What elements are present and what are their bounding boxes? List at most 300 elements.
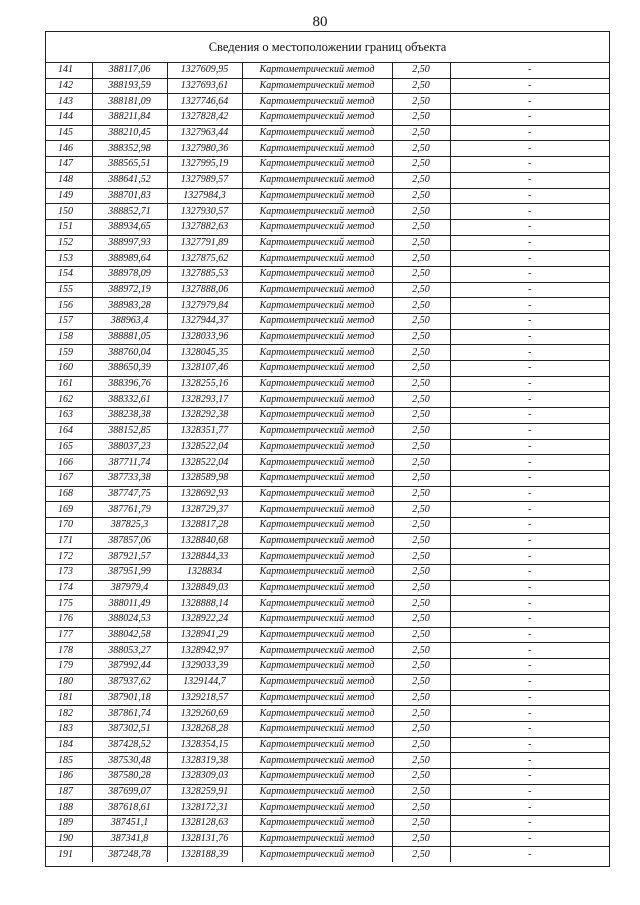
note-cell: -: [450, 768, 609, 784]
point-number-cell: 145: [46, 125, 92, 141]
y-coordinate-cell: 1328033,96: [167, 329, 242, 345]
accuracy-cell: 2,50: [392, 502, 450, 518]
x-coordinate-cell: 388211,84: [92, 110, 167, 126]
coordinates-table: [46, 63, 609, 862]
y-coordinate-cell: 1328259,91: [167, 784, 242, 800]
point-number-cell: 187: [46, 784, 92, 800]
y-coordinate-cell: 1328351,77: [167, 423, 242, 439]
method-cell: Картометрический метод: [242, 219, 392, 235]
x-coordinate-cell: 387937,62: [92, 674, 167, 690]
point-number-cell: 189: [46, 816, 92, 832]
note-cell: -: [450, 314, 609, 330]
table-row: [46, 831, 609, 847]
note-cell: -: [450, 110, 609, 126]
point-number-cell: 184: [46, 737, 92, 753]
method-cell: Картометрический метод: [242, 392, 392, 408]
table-row: [46, 376, 609, 392]
x-coordinate-cell: 388983,28: [92, 298, 167, 314]
table-row: [46, 282, 609, 298]
point-number-cell: 146: [46, 141, 92, 157]
table-row: [46, 157, 609, 173]
accuracy-cell: 2,50: [392, 266, 450, 282]
y-coordinate-cell: 1327791,89: [167, 235, 242, 251]
note-cell: -: [450, 219, 609, 235]
note-cell: -: [450, 831, 609, 847]
method-cell: Картометрический метод: [242, 549, 392, 565]
x-coordinate-cell: 387733,38: [92, 470, 167, 486]
accuracy-cell: 2,50: [392, 329, 450, 345]
note-cell: -: [450, 94, 609, 110]
point-number-cell: 168: [46, 486, 92, 502]
x-coordinate-cell: 387921,57: [92, 549, 167, 565]
x-coordinate-cell: 388238,38: [92, 408, 167, 424]
method-cell: Картометрический метод: [242, 408, 392, 424]
y-coordinate-cell: 1328849,03: [167, 580, 242, 596]
point-number-cell: 191: [58, 848, 73, 860]
table-row: [46, 502, 609, 518]
table-row: [46, 204, 609, 220]
point-number-cell: 172: [46, 549, 92, 565]
point-number-cell: 164: [46, 423, 92, 439]
boundary-coordinates-table-frame: [45, 31, 610, 867]
x-coordinate-cell: 388193,59: [92, 78, 167, 94]
accuracy-cell: 2,50: [392, 674, 450, 690]
note-cell: -: [450, 659, 609, 675]
note-cell: -: [450, 345, 609, 361]
accuracy-cell: 2,50: [392, 721, 450, 737]
point-number-cell: 166: [46, 455, 92, 471]
y-coordinate-cell: 1328522,04: [167, 455, 242, 471]
y-coordinate-cell: 1327693,61: [167, 78, 242, 94]
table-row: [46, 298, 609, 314]
table-row: [46, 690, 609, 706]
point-number-cell: 176: [46, 612, 92, 628]
method-cell: Картометрический метод: [242, 110, 392, 126]
method-cell: Картометрический метод: [242, 612, 392, 628]
point-number-cell: 148: [46, 172, 92, 188]
table-row: [46, 314, 609, 330]
point-number-cell: 151: [46, 219, 92, 235]
y-coordinate-cell: 1328840,68: [167, 533, 242, 549]
x-coordinate-cell: 388181,09: [92, 94, 167, 110]
method-cell: Картометрический метод: [242, 643, 392, 659]
note-cell: -: [450, 674, 609, 690]
point-number-cell: 147: [46, 157, 92, 173]
note-cell: -: [450, 565, 609, 581]
y-coordinate-cell: 1327995,19: [167, 157, 242, 173]
y-coordinate-cell: 1329218,57: [167, 690, 242, 706]
x-coordinate-cell: 388972,19: [92, 282, 167, 298]
table-row: [46, 565, 609, 581]
accuracy-cell: 2,50: [392, 470, 450, 486]
method-cell: Картометрический метод: [242, 659, 392, 675]
note-cell: -: [450, 533, 609, 549]
accuracy-cell: 2,50: [392, 204, 450, 220]
table-row: [46, 847, 609, 862]
y-coordinate-cell: 1327979,84: [167, 298, 242, 314]
y-coordinate-cell: 1329260,69: [167, 706, 242, 722]
point-number-cell: 183: [46, 721, 92, 737]
table-row: [46, 800, 609, 816]
accuracy-cell: 2,50: [392, 816, 450, 832]
y-coordinate-cell: 1328844,33: [167, 549, 242, 565]
table-row: [46, 361, 609, 377]
method-cell: Картометрический метод: [242, 800, 392, 816]
note-cell: -: [450, 235, 609, 251]
method-cell: Картометрический метод: [242, 565, 392, 581]
table-row: [46, 674, 609, 690]
x-coordinate-cell: 388701,83: [92, 188, 167, 204]
table-row: [46, 737, 609, 753]
table-row: [46, 580, 609, 596]
point-number-cell: 181: [46, 690, 92, 706]
point-number-cell: 185: [46, 753, 92, 769]
accuracy-cell: 2,50: [392, 517, 450, 533]
accuracy-cell: 2,50: [392, 78, 450, 94]
y-coordinate-cell: 1328692,93: [167, 486, 242, 502]
accuracy-cell: 2,50: [392, 439, 450, 455]
method-cell: Картометрический метод: [242, 172, 392, 188]
point-number-cell: 153: [46, 251, 92, 267]
coordinates-table-body: [46, 63, 609, 862]
x-coordinate-cell: 388210,45: [92, 125, 167, 141]
x-coordinate-cell: 388042,58: [92, 627, 167, 643]
note-cell: -: [450, 141, 609, 157]
point-number-cell: 152: [46, 235, 92, 251]
table-row: [46, 627, 609, 643]
accuracy-cell: 2,50: [392, 737, 450, 753]
x-coordinate-cell: 388565,51: [92, 157, 167, 173]
x-coordinate-cell: 388053,27: [92, 643, 167, 659]
table-row: [46, 188, 609, 204]
method-cell: Картометрический метод: [242, 251, 392, 267]
table-row: [46, 94, 609, 110]
point-number-cell: 178: [46, 643, 92, 659]
x-coordinate-cell: 387857,06: [92, 533, 167, 549]
y-coordinate-cell: 1328942,97: [167, 643, 242, 659]
method-cell: Картометрический метод: [242, 596, 392, 612]
note-cell: -: [450, 439, 609, 455]
x-coordinate-cell: 387979,4: [92, 580, 167, 596]
y-coordinate-cell: 1328131,76: [167, 831, 242, 847]
point-number-cell: 160: [46, 361, 92, 377]
x-coordinate-cell: 388934,65: [92, 219, 167, 235]
note-cell: -: [450, 706, 609, 722]
accuracy-cell: 2,50: [392, 706, 450, 722]
accuracy-cell: 2,50: [392, 282, 450, 298]
method-cell: Картометрический метод: [242, 517, 392, 533]
x-coordinate-cell: 388117,06: [92, 63, 167, 78]
x-coordinate-cell: 387618,61: [92, 800, 167, 816]
x-coordinate-cell: 387451,1: [92, 816, 167, 832]
x-coordinate-cell: 388997,93: [92, 235, 167, 251]
y-coordinate-cell: 1327888,06: [167, 282, 242, 298]
method-cell: Картометрический метод: [242, 376, 392, 392]
note-cell: -: [450, 298, 609, 314]
y-coordinate-cell: 1328834: [167, 565, 242, 581]
note-cell: -: [450, 643, 609, 659]
table-row: [46, 768, 609, 784]
accuracy-cell: 2,50: [392, 753, 450, 769]
method-cell: Картометрический метод: [242, 768, 392, 784]
table-row: [46, 549, 609, 565]
y-coordinate-cell: 1328045,35: [167, 345, 242, 361]
x-coordinate-cell: 387992,44: [92, 659, 167, 675]
table-row: [46, 141, 609, 157]
point-number-cell: 142: [46, 78, 92, 94]
accuracy-cell: 2,50: [392, 423, 450, 439]
note-cell: -: [450, 125, 609, 141]
accuracy-cell: 2,50: [392, 831, 450, 847]
method-cell: Картометрический метод: [242, 188, 392, 204]
method-cell: Картометрический метод: [242, 816, 392, 832]
y-coordinate-cell: 1328817,28: [167, 517, 242, 533]
method-cell: Картометрический метод: [242, 423, 392, 439]
note-cell: -: [450, 737, 609, 753]
table-row: [46, 235, 609, 251]
x-coordinate-cell: 388352,98: [92, 141, 167, 157]
note-cell: -: [450, 470, 609, 486]
table-row: [46, 439, 609, 455]
table-row: [46, 266, 609, 282]
point-number-cell: 159: [46, 345, 92, 361]
x-coordinate-cell: 387699,07: [92, 784, 167, 800]
y-coordinate-cell: 1327989,57: [167, 172, 242, 188]
accuracy-cell: 2,50: [392, 768, 450, 784]
method-cell: Картометрический метод: [242, 235, 392, 251]
x-coordinate-cell: 388037,23: [92, 439, 167, 455]
y-coordinate-cell: 1327984,3: [167, 188, 242, 204]
method-cell: Картометрический метод: [242, 455, 392, 471]
table-row: [46, 533, 609, 549]
table-row: [46, 455, 609, 471]
x-coordinate-cell: 387530,48: [92, 753, 167, 769]
point-number-cell: 177: [46, 627, 92, 643]
note-cell: -: [450, 596, 609, 612]
y-coordinate-cell: 1328293,17: [167, 392, 242, 408]
method-cell: Картометрический метод: [242, 502, 392, 518]
point-number-cell: 179: [46, 659, 92, 675]
method-cell: Картометрический метод: [242, 361, 392, 377]
point-number-cell: 165: [46, 439, 92, 455]
y-coordinate-cell: 1328107,46: [167, 361, 242, 377]
point-number-cell: 156: [46, 298, 92, 314]
table-title: Сведения о местоположении границ объекта: [46, 32, 609, 63]
x-coordinate-cell: 388152,85: [92, 423, 167, 439]
y-coordinate-cell: 1328268,28: [167, 721, 242, 737]
method-cell: Картометрический метод: [242, 63, 392, 78]
accuracy-cell: 2,50: [392, 455, 450, 471]
accuracy-cell: 2,50: [392, 345, 450, 361]
table-row: [46, 345, 609, 361]
note-cell: -: [450, 376, 609, 392]
point-number-cell: 155: [46, 282, 92, 298]
note-cell: -: [450, 204, 609, 220]
note-cell: -: [450, 486, 609, 502]
table-row: [46, 816, 609, 832]
x-coordinate-cell: 388396,76: [92, 376, 167, 392]
y-coordinate-cell: 1327930,57: [167, 204, 242, 220]
point-number-cell: 170: [46, 517, 92, 533]
accuracy-cell: 2,50: [392, 63, 450, 78]
point-number-cell: 154: [46, 266, 92, 282]
method-cell: Картометрический метод: [242, 266, 392, 282]
table-row: [46, 612, 609, 628]
y-coordinate-cell: 1327980,36: [167, 141, 242, 157]
table-row: [46, 408, 609, 424]
method-cell: Картометрический метод: [242, 298, 392, 314]
accuracy-cell: 2,50: [392, 533, 450, 549]
method-cell: Картометрический метод: [242, 737, 392, 753]
table-row: [46, 251, 609, 267]
note-cell: -: [450, 251, 609, 267]
x-coordinate-cell: 387825,3: [92, 517, 167, 533]
point-number-cell: 188: [46, 800, 92, 816]
method-cell: Картометрический метод: [242, 580, 392, 596]
y-coordinate-cell: 1328589,98: [167, 470, 242, 486]
accuracy-cell: 2,50: [392, 627, 450, 643]
accuracy-cell: 2,50: [392, 376, 450, 392]
point-number-cell: 182: [46, 706, 92, 722]
accuracy-cell: 2,50: [392, 141, 450, 157]
method-cell: Картометрический метод: [242, 94, 392, 110]
method-cell: Картометрический метод: [242, 470, 392, 486]
y-coordinate-cell: 1327944,37: [167, 314, 242, 330]
x-coordinate-cell: 388332,61: [92, 392, 167, 408]
x-coordinate-cell: 387951,99: [92, 565, 167, 581]
method-cell: Картометрический метод: [242, 141, 392, 157]
method-cell: Картометрический метод: [242, 125, 392, 141]
x-coordinate-cell: 387711,74: [92, 455, 167, 471]
note-cell: -: [450, 172, 609, 188]
point-number-cell: 175: [46, 596, 92, 612]
accuracy-cell: 2,50: [392, 110, 450, 126]
table-row: [46, 125, 609, 141]
note-cell: -: [450, 753, 609, 769]
note-cell: -: [450, 455, 609, 471]
accuracy-cell: 2,50: [392, 94, 450, 110]
accuracy-cell: 2,50: [392, 298, 450, 314]
note-cell: -: [450, 580, 609, 596]
note-cell: -: [450, 423, 609, 439]
y-coordinate-cell: 1328941,29: [167, 627, 242, 643]
table-row: [46, 517, 609, 533]
note-cell: -: [450, 800, 609, 816]
y-coordinate-cell: 1327882,63: [167, 219, 242, 235]
accuracy-cell: 2,50: [392, 188, 450, 204]
y-coordinate-cell: 1328309,03: [167, 768, 242, 784]
y-coordinate-cell: 1327609,95: [167, 63, 242, 78]
x-coordinate-cell: 388989,64: [92, 251, 167, 267]
method-cell: Картометрический метод: [242, 282, 392, 298]
method-cell: Картометрический метод: [242, 831, 392, 847]
x-coordinate-cell: 387302,51: [92, 721, 167, 737]
x-coordinate-cell: 387901,18: [92, 690, 167, 706]
point-number-cell: 149: [46, 188, 92, 204]
y-coordinate-cell: 1328255,16: [167, 376, 242, 392]
x-coordinate-cell: 387747,75: [92, 486, 167, 502]
x-coordinate-cell: 387761,79: [92, 502, 167, 518]
x-coordinate-cell: 388963,4: [92, 314, 167, 330]
point-number-cell: 173: [46, 565, 92, 581]
accuracy-cell: 2,50: [392, 125, 450, 141]
note-cell: -: [450, 517, 609, 533]
x-coordinate-cell: 388852,71: [92, 204, 167, 220]
accuracy-cell: 2,50: [392, 408, 450, 424]
point-number-cell: 174: [46, 580, 92, 596]
note-cell: -: [450, 392, 609, 408]
accuracy-cell: 2,50: [392, 784, 450, 800]
table-row: [46, 329, 609, 345]
x-coordinate-cell: 388024,53: [92, 612, 167, 628]
table-row: [46, 110, 609, 126]
y-coordinate-cell: 1329144,7: [167, 674, 242, 690]
method-cell: Картометрический метод: [242, 157, 392, 173]
method-cell: Картометрический метод: [242, 78, 392, 94]
accuracy-cell: 2,50: [392, 596, 450, 612]
table-row: [46, 784, 609, 800]
accuracy-cell: 2,50: [392, 486, 450, 502]
accuracy-cell: 2,50: [392, 392, 450, 408]
y-coordinate-cell: 1328354,15: [167, 737, 242, 753]
note-cell: -: [450, 188, 609, 204]
y-coordinate-cell: 1329033,39: [167, 659, 242, 675]
accuracy-cell: 2,50: [392, 612, 450, 628]
method-cell: Картометрический метод: [242, 721, 392, 737]
note-cell: -: [450, 329, 609, 345]
accuracy-cell: 2,50: [392, 235, 450, 251]
table-row: [46, 423, 609, 439]
method-cell: Картометрический метод: [242, 204, 392, 220]
point-number-cell: 150: [46, 204, 92, 220]
table-row: [46, 392, 609, 408]
point-number-cell: 143: [46, 94, 92, 110]
method-cell: Картометрический метод: [242, 784, 392, 800]
note-cell: -: [450, 266, 609, 282]
note-cell: -: [450, 282, 609, 298]
note-cell: -: [450, 627, 609, 643]
method-cell: Картометрический метод: [242, 345, 392, 361]
note-cell: -: [450, 63, 609, 78]
note-cell: -: [450, 78, 609, 94]
x-coordinate-cell: 388011,49: [92, 596, 167, 612]
accuracy-cell: 2,50: [392, 565, 450, 581]
y-coordinate-cell: 1328172,31: [167, 800, 242, 816]
note-cell: -: [450, 784, 609, 800]
table-row: [46, 706, 609, 722]
accuracy-cell: 2,50: [392, 549, 450, 565]
method-cell: Картометрический метод: [242, 674, 392, 690]
y-coordinate-cell: 1328319,38: [167, 753, 242, 769]
method-cell: Картометрический метод: [242, 439, 392, 455]
y-coordinate-cell: 1328922,24: [167, 612, 242, 628]
table-row: [46, 643, 609, 659]
note-cell: -: [450, 721, 609, 737]
y-coordinate-cell: 1328522,04: [167, 439, 242, 455]
table-row: [46, 486, 609, 502]
accuracy-cell: 2,50: [392, 361, 450, 377]
y-coordinate-cell: 1327828,42: [167, 110, 242, 126]
point-number-cell: 169: [46, 502, 92, 518]
x-coordinate-cell: 388978,09: [92, 266, 167, 282]
accuracy-cell: 2,50: [392, 800, 450, 816]
accuracy-cell: 2,50: [392, 314, 450, 330]
table-row: [46, 596, 609, 612]
note-cell: -: [450, 549, 609, 565]
y-coordinate-cell: 1328292,38: [167, 408, 242, 424]
method-cell: Картометрический метод: [242, 847, 392, 862]
x-coordinate-cell: 387341,8: [92, 831, 167, 847]
